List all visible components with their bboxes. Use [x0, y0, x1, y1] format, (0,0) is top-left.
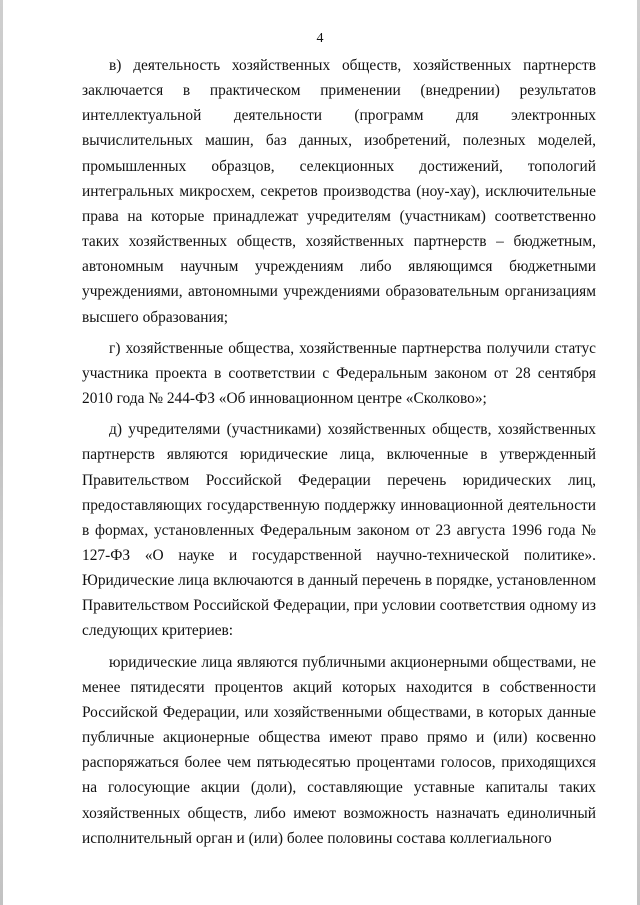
scan-edge-left — [0, 0, 3, 905]
paragraph-g: г) хозяйственные общества, хозяйственные партнерства получили статус участника проекта в соответствии с Федеральным законом от 28 сентября 2010 года № 244-ФЗ «Об инновационном центре «Сколково»; — [82, 339, 596, 408]
document-body — [82, 53, 596, 857]
paragraph-d: д) учредителями (участниками) хозяйственных обществ, хозяйственных партнерств являются юридические лица, включенные в утвержденный Правительством Российской Федерации перечень юридических лиц, предоставляющих государственную поддержку инновационной деятельности в формах, установленных Федеральным законом от 23 августа 1996 года № 127-ФЗ «О науке и государственной научно-технической политике». Юридические лица включаются в данный перечень в порядке, установленном Правительством Российской Федерации, при условии соответствия одному из следующих критериев: — [82, 421, 596, 640]
page-number: 4 — [316, 31, 324, 46]
paragraph-criteria: юридические лица являются публичными акционерными обществами, не менее пятидесяти процентов акций которых находится в собственности Российской Федерации, или хозяйственными обществами, в которых данные публичные акционерные общества имеют право прямо и (или) косвенно распоряжаться более чем пятьюдесятью процентами голосов, приходящихся на голосующие акции (доли), составляющие уставные капиталы таких хозяйственных обществ, либо имеют возможность назначать единоличный исполнительный орган и (или) более половины состава коллегиального — [82, 653, 596, 847]
paragraph-v: в) деятельность хозяйственных обществ, хозяйственных партнерств заключается в практическом применении (внедрении) результатов интеллектуальной деятельности (программ для электронных вычислительных машин, баз данных, изобретений, полезных моделей, промышленных образцов, селекционных достижений, топологий интегральных микросхем, секретов производства (ноу-хау), исключительные права на которые принадлежат учредителям (участникам) соответственно таких хозяйственных обществ, хозяйственных партнерств – бюджетным, автономным научным учреждениям либо являющимся бюджетными учреждениями, автономными учреждениями образовательным организациям высшего образования; — [82, 57, 596, 326]
